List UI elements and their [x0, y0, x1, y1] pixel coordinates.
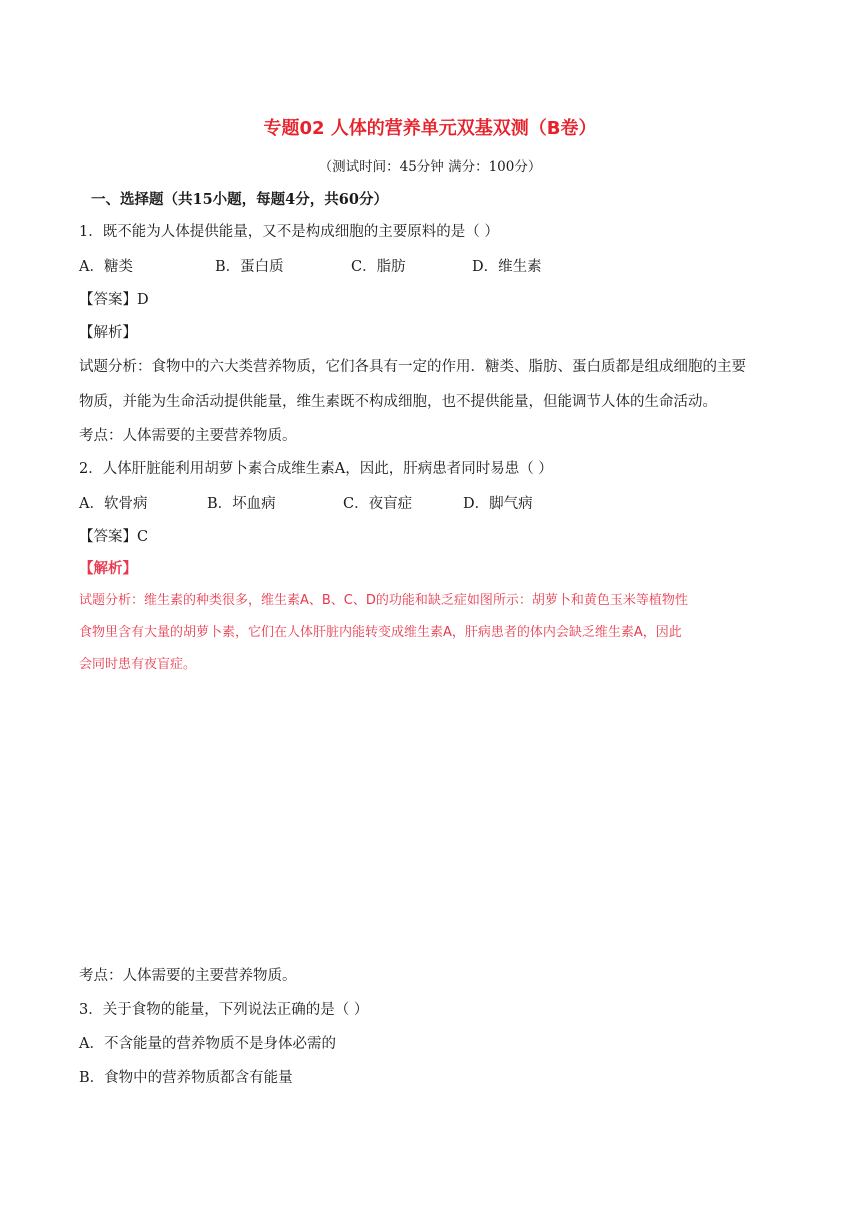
option-d: D．维生素: [472, 259, 542, 275]
question-1: 1．既不能为人体提供能量，又不是构成细胞的主要原料的是（ ）: [79, 224, 499, 240]
kaodian-1: 考点：人体需要的主要营养物质。: [79, 428, 297, 444]
kaodian-2: 考点：人体需要的主要营养物质。: [79, 968, 297, 984]
option-c: C．脂肪: [351, 259, 406, 275]
analysis-2-line-3: 会同时患有夜盲症。: [79, 657, 197, 672]
section-heading: 一、选择题（共15小题，每题4分，共60分）: [91, 191, 388, 208]
test-info: （测试时间：45分钟 满分：100分）: [318, 159, 542, 175]
option-a: A．糖类: [79, 259, 133, 275]
question-2-options: [79, 494, 679, 514]
document-title: 专题02 人体的营养单元双基双测（B卷）: [263, 118, 597, 139]
question-3-option-a: A．不含能量的营养物质不是身体必需的: [79, 1036, 336, 1052]
analysis-1-line-2: 物质，并能为生命活动提供能量，维生素既不构成细胞，也不提供能量，但能调节人体的生命活动。: [79, 394, 717, 410]
analysis-label-2: 【解析】: [79, 561, 137, 577]
analysis-2-line-1: 试题分析：维生素的种类很多，维生素A、B、C、D的功能和缺乏症如图所示：胡萝卜和黄色玉米等植物性: [79, 593, 688, 608]
option-a: A．软骨病: [79, 496, 148, 512]
answer-1: 【答案】D: [79, 292, 149, 308]
option-b: B．蛋白质: [215, 259, 284, 275]
question-2: 2．人体肝脏能利用胡萝卜素合成维生素A，因此，肝病患者同时易患（ ）: [79, 461, 553, 477]
analysis-2-line-2: 食物里含有大量的胡萝卜素，它们在人体肝脏内能转变成维生素A，肝病患者的体内会缺乏维生素A，因此: [79, 625, 682, 640]
question-1-options: [79, 257, 679, 277]
question-3-option-b: B．食物中的营养物质都含有能量: [79, 1070, 293, 1086]
option-b: B．坏血病: [207, 496, 276, 512]
answer-2: 【答案】C: [79, 529, 149, 545]
option-c: C．夜盲症: [343, 496, 413, 512]
analysis-1-line-1: 试题分析：食物中的六大类营养物质，它们各具有一定的作用．糖类、脂肪、蛋白质都是组成细胞的主要: [79, 359, 746, 375]
option-d: D．脚气病: [463, 496, 533, 512]
question-3: 3．关于食物的能量，下列说法正确的是（ ）: [79, 1002, 369, 1018]
analysis-label-1: 【解析】: [79, 325, 137, 341]
